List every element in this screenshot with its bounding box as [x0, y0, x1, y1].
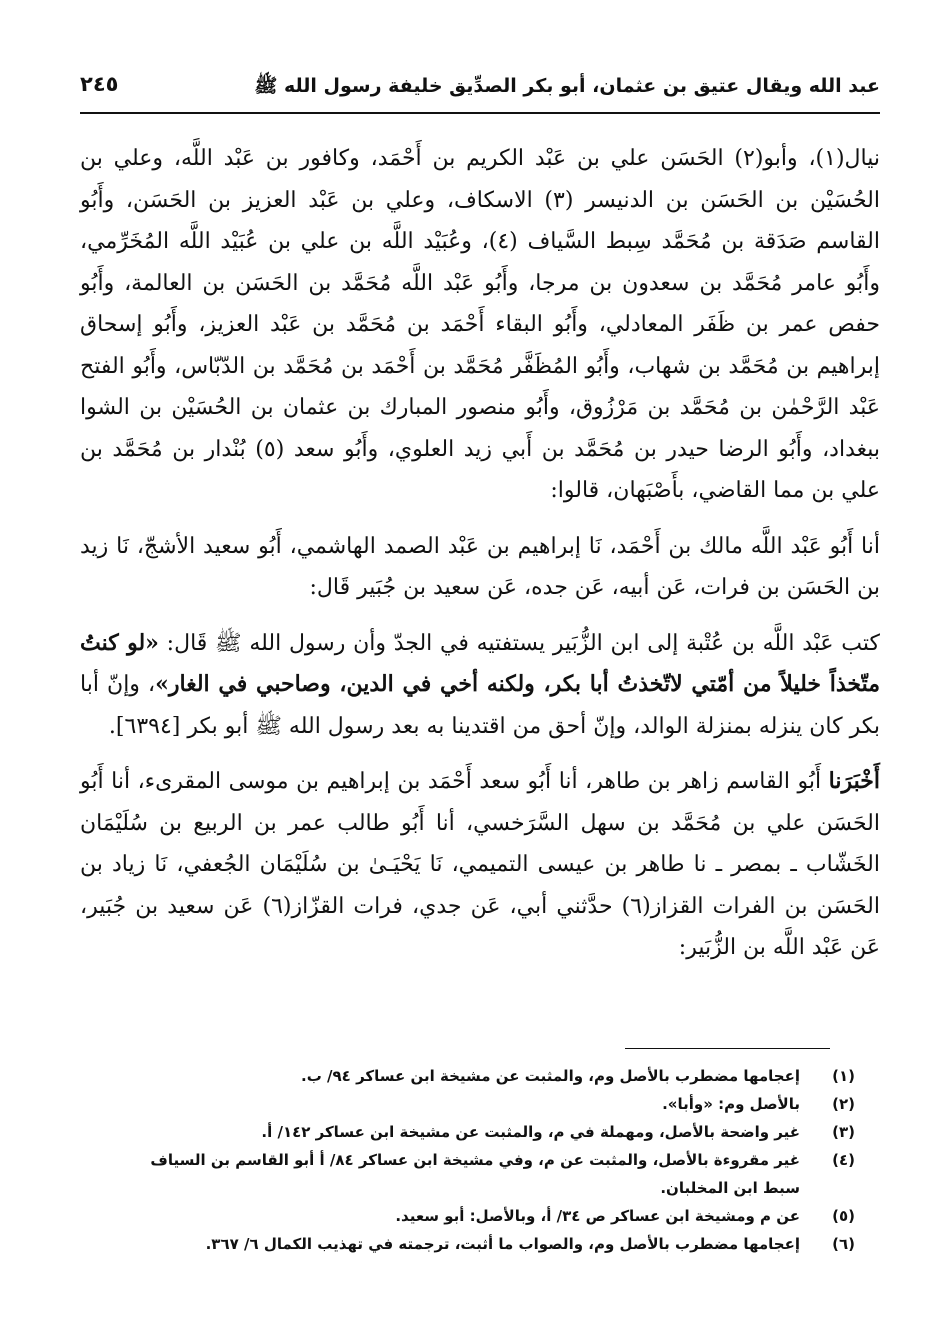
footnote-text: إعجامها مضطرب بالأصل وم، والصواب ما أثبت، ترجمته في تهذيب الكمال ٦/ ٣٦٧.	[205, 1235, 800, 1253]
paragraph-3	[80, 623, 880, 748]
paragraph-4	[80, 761, 880, 969]
footnote-number: (٤)	[832, 1151, 855, 1169]
paragraph-2: أنا أَبُو عَبْد اللَّه مالك بن أَحْمَد، نَا إبراهيم بن عَبْد الصمد الهاشمي، أَبُو سعيد الأشجّ، نَا زيد بن الحَسَن بن فرات، عَن أبيه، عَن جده، عَن سعيد بن جُبَير قَال:	[80, 533, 880, 600]
footnote-6	[125, 1230, 855, 1258]
footnote-2	[125, 1090, 855, 1118]
paragraph-4-text: أَبُو القاسم زاهر بن طاهر، أنا أَبُو سعد أَحْمَد بن إبراهيم بن موسى المقرىء، أنا أَبُو الحَسَن علي بن مُحَمَّد بن سهل السَّرَخسي، أنا أَبُو طالب عمر بن الربيع بن سُلَيْمَان الخَشّاب ـ بمصر ـ نا طاهر بن عيسى التميمي، نَا يَحْيَـىٰ بن سُلَيْمَان الجُعفي، نَا زياد بن الحَسَن بن الفرات القزاز(٦) حدَّثني أبي، عَن جدي، فرات القزّاز(٦) عَن سعيد بن جُبَير، عَن عَبْد اللَّه بن الزُّبَير:	[80, 769, 880, 960]
footnote-4	[125, 1146, 855, 1202]
footnote-number: (٥)	[832, 1207, 855, 1225]
header-rule	[80, 112, 880, 114]
footnote-text: إعجامها مضطرب بالأصل وم، والمثبت عن مشيخة ابن عساكر ٩٤/ ب.	[301, 1067, 800, 1085]
akhbarana-lead: أَخْبَرَنا	[828, 768, 880, 794]
paragraph-1: نيال(١)، وأبو(٢) الحَسَن علي بن عَبْد الكريم بن أَحْمَد، وكافور بن عَبْد اللَّه، وعلي بن الحُسَيْن بن الحَسَن بن الدنيسر (٣) الاسكاف، وعلي بن عَبْد العزيز بن الحَسَن، وأَبُو القاسم صَدَقة بن مُحَمَّد سِبط السَّياف (٤)، وعُبَيْد اللَّه بن علي بن عُبَيْد اللَّه المُخَرِّمي، وأَبُو عامر مُحَمَّد بن سعدون بن مرجا، وأَبُو عَبْد اللَّه مُحَمَّد بن الحَسَن بن العالمة، وأَبُو حفص عمر بن ظَفَر المعادلي، وأَبُو البقاء أَحْمَد بن مُحَمَّد بن عَبْد العزيز، وأَبُو إسحاق إبراهيم بن مُحَمَّد بن شهاب، وأَبُو المُظَفَّر مُحَمَّد بن أَحْمَد بن مُحَمَّد بن الدّبّاس، وأَبُو الفتح عَبْد الرَّحْمٰن بن مُحَمَّد بن مَرْزُوق، وأَبُو منصور المبارك بن عثمان بن الحُسَيْن بن الشوا ببغداد، وأَبُو الرضا حيدر بن مُحَمَّد بن أَبي زيد العلوي، وأَبُو سعد (٥) بُنْدار بن مُحَمَّد بن علي بن مما القاضي، بأَصْبَهان، قالوا:	[80, 146, 881, 503]
footnote-5	[125, 1202, 855, 1230]
hadith-quote: «لو كنتُ متّخذاً خليلاً من أمّتي لاتّخذتُ أبا بكر، ولكنه أخي في الدين، وصاحبي في الغار»	[80, 629, 880, 697]
footnote-number: (٣)	[832, 1123, 855, 1141]
footnote-divider	[625, 1048, 830, 1049]
footnote-3	[125, 1118, 855, 1146]
running-title: عبد الله ويقال عتيق بن عثمان، أبو بكر الصدِّيق خليفة رسول الله ﷺ	[254, 75, 880, 97]
footnote-text: بالأصل وم: «وأبا».	[662, 1095, 800, 1113]
footnote-text: غير مقروءة بالأصل، والمثبت عن م، وفي مشيخة ابن عساكر ٨٤/ أ أبو القاسم بن السياف سبط ابن المخلبان.	[150, 1151, 800, 1197]
footnote-text: عن م ومشيخة ابن عساكر ص ٣٤/ أ، وبالأصل: أبو سعيد.	[395, 1207, 800, 1225]
paragraph-3-intro: كتب عَبْد اللَّه بن عُتْبة إلى ابن الزُّبَير يستفتيه في الجدّ وأن رسول الله ﷺ قَال:	[166, 630, 880, 656]
footnote-1	[125, 1062, 855, 1090]
footnote-number: (١)	[832, 1067, 855, 1085]
footnote-text: غير واضحة بالأصل، ومهملة في م، والمثبت عن مشيخة ابن عساكر ١٤٢/ أ.	[261, 1123, 800, 1141]
main-text	[80, 138, 880, 969]
footnotes	[125, 1062, 855, 1258]
paragraph-3-rest: ، وإنّ أبا بكر كان ينزله بمنزلة الوالد، وإنّ أحق من اقتدينا به بعد رسول الله ﷺ أبو بكر [٦٣٩٤].	[80, 672, 880, 739]
footnote-number: (٦)	[832, 1235, 855, 1253]
footnote-number: (٢)	[832, 1095, 855, 1113]
page-number: ٢٤٥	[80, 72, 119, 96]
page-header	[80, 68, 880, 108]
